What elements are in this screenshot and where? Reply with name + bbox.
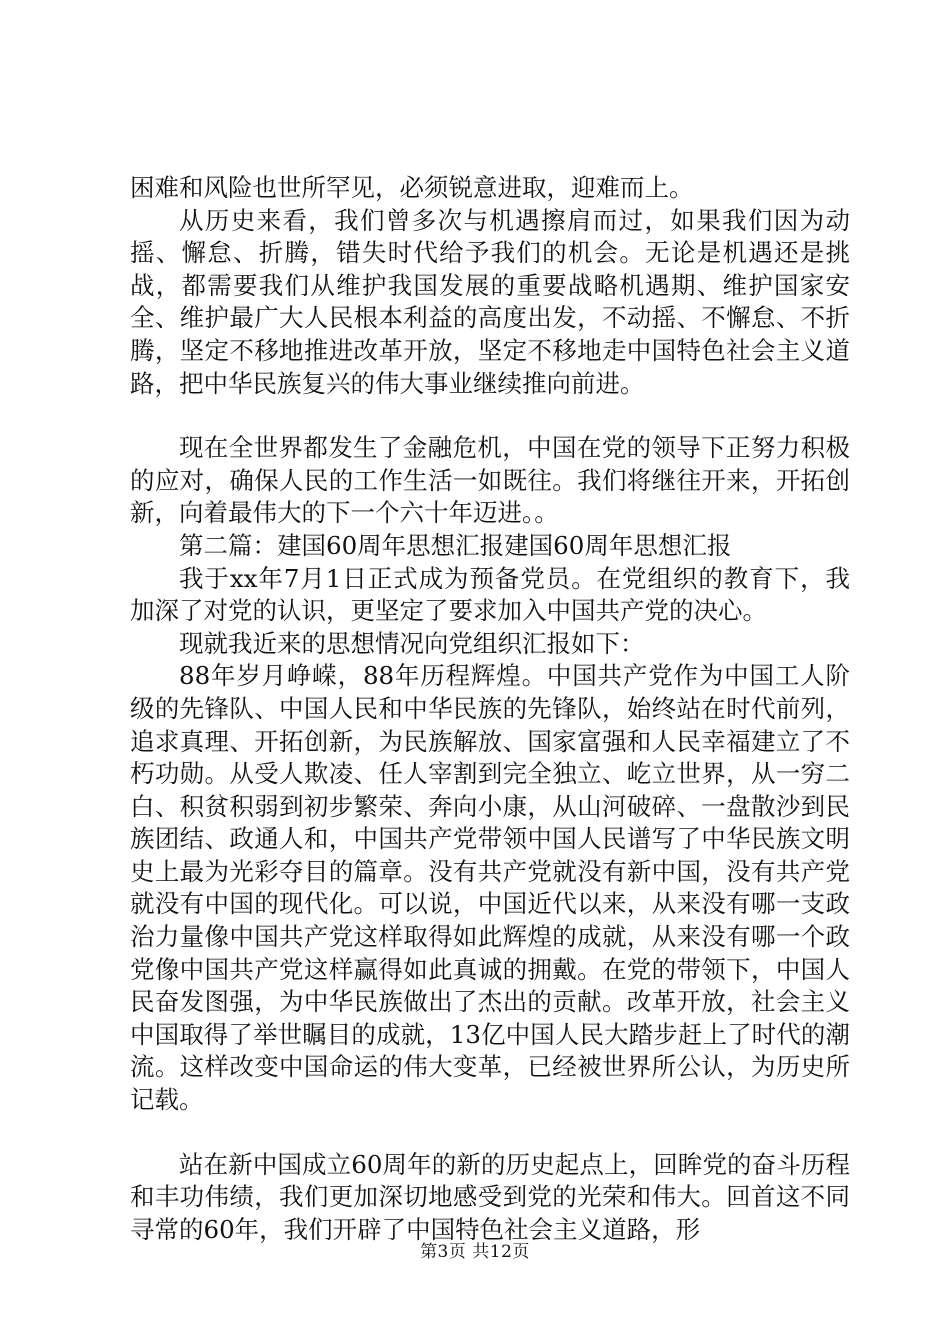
document-body <box>130 172 850 1246</box>
section-heading: 第二篇：建国60周年思想汇报建国60周年思想汇报 <box>179 530 732 560</box>
paragraph-3: 现在全世界都发生了金融危机，中国在党的领导下正努力积极的应对，确保人民的工作生活一如既往。我们将继往开来，开拓创新，向着最伟大的下一个六十年迈进。。 <box>130 433 850 528</box>
paragraph-5: 我于xx年7月1日正式成为预备党员。在党组织的教育下，我加深了对党的认识，更坚定了要求加入中国共产党的决心。 <box>130 563 850 626</box>
paragraph-2: 从历史来看，我们曾多次与机遇擦肩而过，如果我们因为动摇、懈怠、折腾，错失时代给予我们的机会。无论是机遇还是挑战，都需要我们从维护我国发展的重要战略机遇期、维护国家安全、维护最广大人民根本利益的高度出发，不动摇、不懈怠、不折腾，坚定不移地推进改革开放，坚定不移地走中国特色社会主义道路，把中华民族复兴的伟大事业继续推向前进。 <box>130 205 850 398</box>
paragraph-8: 站在新中国成立60周年的新的历史起点上，回眸党的奋斗历程和丰功伟绩，我们更加深切地感受到党的光荣和伟大。回首这不同寻常的60年，我们开辟了中国特色社会主义道路，形 <box>130 1149 850 1244</box>
paragraph-7: 88年岁月峥嵘，88年历程辉煌。中国共产党作为中国工人阶级的先锋队、中国人民和中华民族的先锋队，始终站在时代前列，追求真理、开拓创新，为民族解放、国家富强和人民幸福建立了不朽功勋。从受人欺凌、任人宰割到完全独立、屹立世界，从一穷二白、积贫积弱到初步繁荣、奔向小康，从山河破碎、一盘散沙到民族团结、政通人和，中国共产党带领中国人民谱写了中华民族文明史上最为光彩夺目的篇章。没有共产党就没有新中国，没有共产党就没有中国的现代化。可以说，中国近代以来，从来没有哪一支政治力量像中国共产党这样取得如此辉煌的成就，从来没有哪一个政党像中国共产党这样赢得如此真诚的拥戴。在党的带领下，中国人民奋发图强，为中华民族做出了杰出的贡献。改革开放，社会主义中国取得了举世瞩目的成就，13亿中国人民大踏步赶上了时代的潮流。这样改变中国命运的伟大变革，已经被世界所公认，为历史所记载。 <box>130 661 850 1115</box>
page-footer: 第3页 共12页 <box>420 1242 530 1262</box>
paragraph-6: 现就我近来的思想情况向党组织汇报如下： <box>179 628 645 658</box>
paragraph-1: 困难和风险也世所罕见，必须锐意进取，迎难而上。 <box>130 173 694 202</box>
